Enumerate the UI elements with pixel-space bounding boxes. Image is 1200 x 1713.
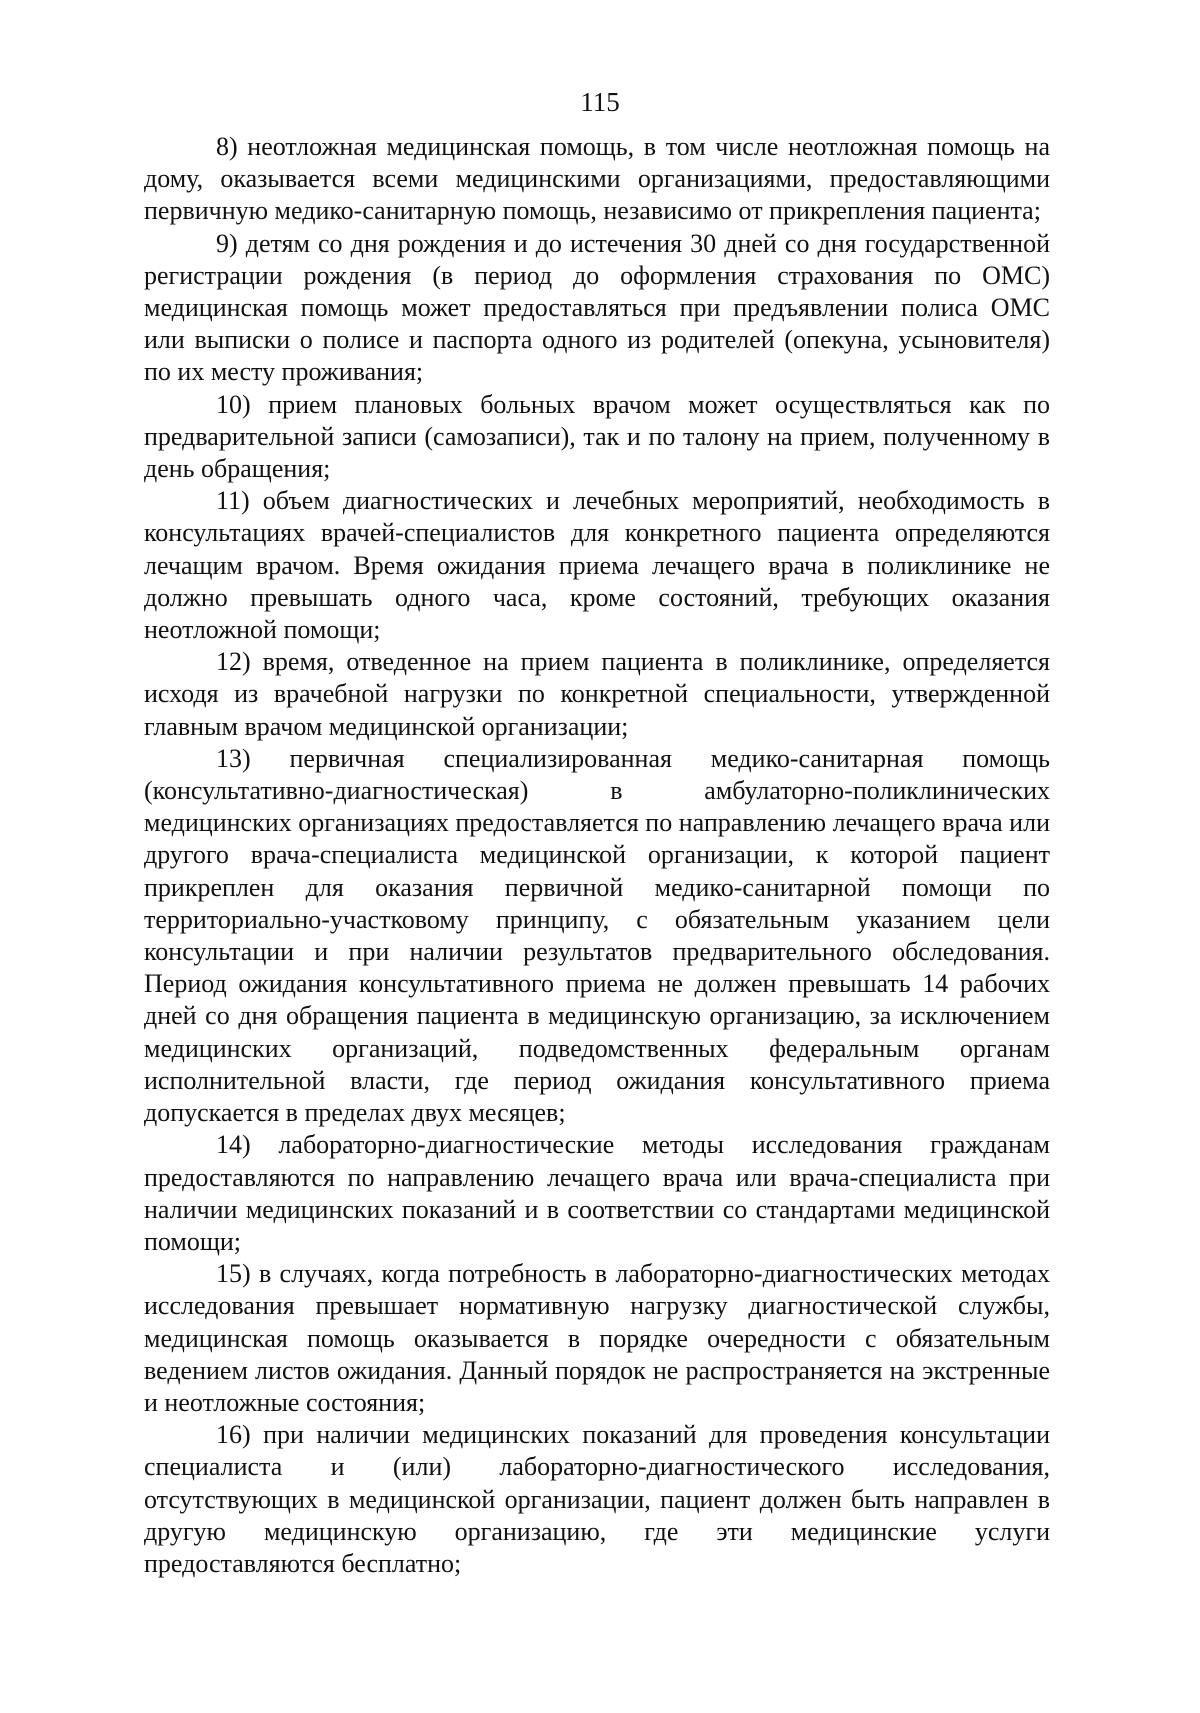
document-body: [144, 131, 1050, 1580]
paragraph-item-15: 15) в случаях, когда потребность в лабораторно-диагностических методах исследования превышает нормативную нагрузку диагностической службы, медицинская помощь оказывается в порядке очередности с обязательным ведением листов ожидания. Данный порядок не распространяется на экстренные и неотложные состояния;: [144, 1259, 1050, 1417]
paragraph-item-16: 16) при наличии медицинских показаний для проведения консультации специалиста и (или) лабораторно-диагностического исследования, отсутствующих в медицинской организации, пациент должен быть направлен в другую медицинскую организацию, где эти медицинские услуги предоставляются бесплатно;: [144, 1420, 1050, 1578]
paragraph-item-12: 12) время, отведенное на прием пациента в поликлинике, определяется исходя из врачебной нагрузки по конкретной специальности, утвержденной главным врачом медицинской организации;: [144, 647, 1050, 741]
paragraph-item-13: 13) первичная специализированная медико-санитарная помощь (консультативно-диагностическая) в амбулаторно-поликлинических медицинских организациях предоставляется по направлению лечащего врача или другого врача-специалиста медицинской организации, к которой пациент прикреплен для оказания первичной медико-санитарной помощи по территориально-участковому принципу, с обязательным указанием цели консультации и при наличии результатов предварительного обследования. Период ожидания консультативного приема не должен превышать 14 рабочих дней со дня обращения пациента в медицинскую организацию, за исключением медицинских организаций, подведомственных федеральным органам исполнительной власти, где период ожидания консультативного приема допускается в пределах двух месяцев;: [144, 743, 1050, 1128]
page-number: 115: [580, 87, 620, 117]
paragraph-item-9: 9) детям со дня рождения и до истечения 30 дней со дня государственной регистрации рождения (в период до оформления страхования по ОМС) медицинская помощь может предоставляться при предъявлении полиса ОМС или выписки о полисе и паспорта одного из родителей (опекуна, усыновителя) по их месту проживания;: [144, 228, 1050, 387]
paragraph-item-14: 14) лабораторно-диагностические методы исследования гражданам предоставляются по направлению лечащего врача или врача-специалиста при наличии медицинских показаний и в соответствии со стандартами медицинской помощи;: [144, 1130, 1050, 1256]
paragraph-item-8: 8) неотложная медицинская помощь, в том числе неотложная помощь на дому, оказывается всеми медицинскими организациями, предоставляющими первичную медико-санитарную помощь, независимо от прикрепления пациента;: [144, 132, 1050, 226]
paragraph-item-10: 10) прием плановых больных врачом может осуществляться как по предварительной записи (самозаписи), так и по талону на прием, полученному в день обращения;: [144, 389, 1050, 484]
paragraph-item-11: 11) объем диагностических и лечебных мероприятий, необходимость в консультациях врачей-специалистов для конкретного пациента определяются лечащим врачом. Время ожидания приема лечащего врача в поликлинике не должно превышать одного часа, кроме состояний, требующих оказания неотложной помощи;: [144, 486, 1050, 645]
